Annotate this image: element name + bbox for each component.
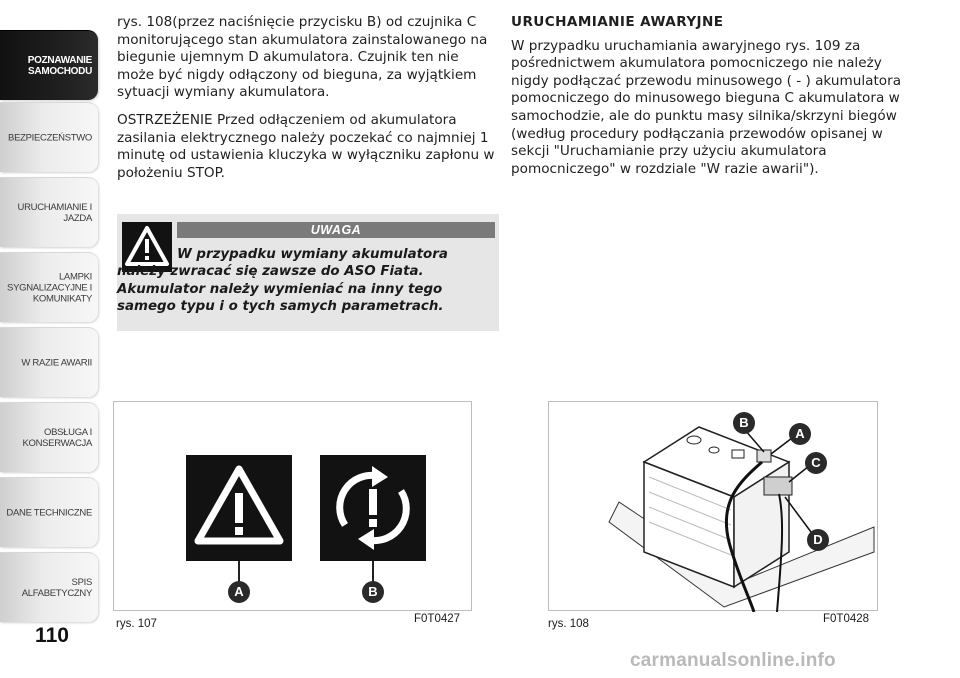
warning-text-content: W przypadku wymiany akumulatora należy zwracać się zawsze do ASO Fiata. Akumulator należy wymieniać na inny tego samego typu i o tych samych parametrach. bbox=[117, 247, 448, 315]
body-paragraph: rys. 108(przez naciśnięcie przycisku B) od czujnika C monitorującego stan akumulatora zainstalowanego na biegunie ujemnym D akumulatora. Czujnik ten nie może być nigdy odłączony od bieguna, za wyjątkiem sytuacji wymiany akumulatora. bbox=[117, 14, 488, 101]
warning-title: UWAGA bbox=[177, 222, 495, 238]
tab-spis-alfabetyczny[interactable] bbox=[0, 552, 98, 622]
callout-a: A bbox=[789, 423, 811, 445]
right-text-column bbox=[511, 14, 911, 188]
tab-label: W RAZIE AWARII bbox=[21, 357, 92, 368]
tab-poznawanie-samochodu[interactable] bbox=[0, 30, 98, 100]
tab-w-razie-awarii[interactable] bbox=[0, 327, 98, 397]
callout-leader-line bbox=[238, 561, 240, 583]
callout-b: B bbox=[362, 581, 384, 603]
battery-exclamation-icon bbox=[320, 455, 426, 561]
tab-label: POZNAWANIE SAMOCHODU bbox=[27, 54, 92, 77]
warning-text bbox=[117, 246, 495, 316]
battery-illustration bbox=[549, 402, 879, 612]
watermark: carmanualsonline.info bbox=[630, 650, 836, 671]
figure-107 bbox=[113, 401, 472, 611]
chapter-sidebar bbox=[0, 0, 100, 600]
tab-dane-techniczne[interactable] bbox=[0, 477, 98, 547]
figure-label: rys. 107 bbox=[116, 618, 157, 630]
callout-d: D bbox=[807, 529, 829, 551]
tab-uruchamianie-i-jazda[interactable] bbox=[0, 177, 98, 247]
section-heading: URUCHAMIANIE AWARYJNE bbox=[511, 14, 724, 30]
tab-label: SPIS ALFABETYCZNY bbox=[21, 576, 92, 599]
tab-label: BEZPIECZEŃSTWO bbox=[8, 132, 92, 143]
tab-label: OBSŁUGA I KONSERWACJA bbox=[22, 426, 92, 449]
tab-label: URUCHAMIANIE I JAZDA bbox=[17, 201, 92, 224]
callout-leader-line bbox=[372, 561, 374, 583]
callout-b: B bbox=[733, 412, 755, 434]
warning-box bbox=[117, 214, 499, 331]
figure-code: F0T0427 bbox=[414, 613, 461, 625]
tab-label: LAMPKI SYGNALIZACYJNE I KOMUNIKATY bbox=[7, 271, 92, 304]
tab-bezpieczenstwo[interactable] bbox=[0, 102, 98, 172]
callout-a: A bbox=[228, 581, 250, 603]
left-text-column bbox=[117, 14, 497, 192]
page-number: 110 bbox=[35, 624, 69, 647]
tab-label: DANE TECHNICZNE bbox=[6, 507, 92, 518]
tab-obsluga-i-konserwacja[interactable] bbox=[0, 402, 98, 472]
callout-c: C bbox=[805, 452, 827, 474]
figure-label: rys. 108 bbox=[548, 618, 589, 630]
warning-triangle-icon bbox=[186, 455, 292, 561]
figure-code: F0T0428 bbox=[823, 613, 870, 625]
figure-108 bbox=[548, 401, 878, 611]
tab-lampki-sygnalizacyjne[interactable] bbox=[0, 252, 98, 322]
body-paragraph: W przypadku uruchamiania awaryjnego rys. 109 za pośrednictwem akumulatora pomocniczego nie należy nigdy podłączać przewodu minusowego ( - ) akumulatora pomocniczego do minusowego bieguna C akumulatora w samochodzie, ale do punktu masy silnika/skrzyni biegów (według procedury podłączania przewodów opisanej w sekcji "Uruchamianie przy użyciu akumulatora pomocniczego" w rozdziale "W razie awarii"). bbox=[511, 37, 902, 177]
body-paragraph: OSTRZEŻENIE Przed odłączeniem od akumulatora zasilania elektrycznego należy poczekać co najmniej 1 minutę od ustawienia kluczyka w wyłączniku zapłonu w położeniu STOP. bbox=[117, 111, 495, 181]
